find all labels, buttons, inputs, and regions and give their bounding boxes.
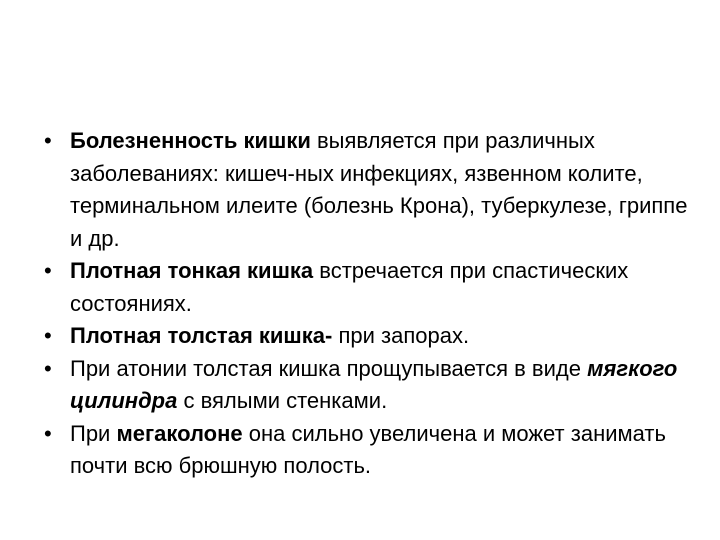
bold-italic-text: мягкого цилиндра	[70, 355, 678, 413]
bullet-item	[44, 353, 694, 418]
bullet-list	[44, 125, 694, 483]
body-text: с вялыми стенками.	[177, 388, 388, 413]
bold-text: Плотная тонкая кишка	[70, 258, 314, 283]
bullet-item	[44, 125, 694, 255]
bullet-icon: •	[44, 128, 52, 153]
bullet-item	[44, 418, 694, 483]
bold-text: Плотная толстая кишка-	[70, 323, 333, 348]
bold-text: мегаколоне	[116, 420, 243, 446]
bullet-item	[44, 255, 694, 320]
body-text: выявляется при различных заболеваниях: кишеч-ных инфекциях, язвенном колите, терминальном илеите (болезнь Крона), туберкулезе, гриппе и др.	[70, 128, 688, 251]
body-text: встречается при спастических состояниях.	[70, 258, 629, 316]
bullet-icon: •	[44, 323, 52, 348]
bullet-icon: •	[44, 355, 52, 381]
body-text: При атонии толстая кишка прощупывается в виде	[70, 355, 588, 381]
body-text: при запорах.	[332, 323, 470, 348]
body-text: При	[70, 420, 117, 446]
bullet-item	[44, 320, 694, 353]
body-text: она сильно увеличена и может занимать почти всю брюшную полость.	[70, 420, 666, 478]
bullet-icon: •	[44, 420, 52, 446]
bold-text: Болезненность кишки	[70, 128, 311, 153]
bullet-icon: •	[44, 258, 52, 283]
